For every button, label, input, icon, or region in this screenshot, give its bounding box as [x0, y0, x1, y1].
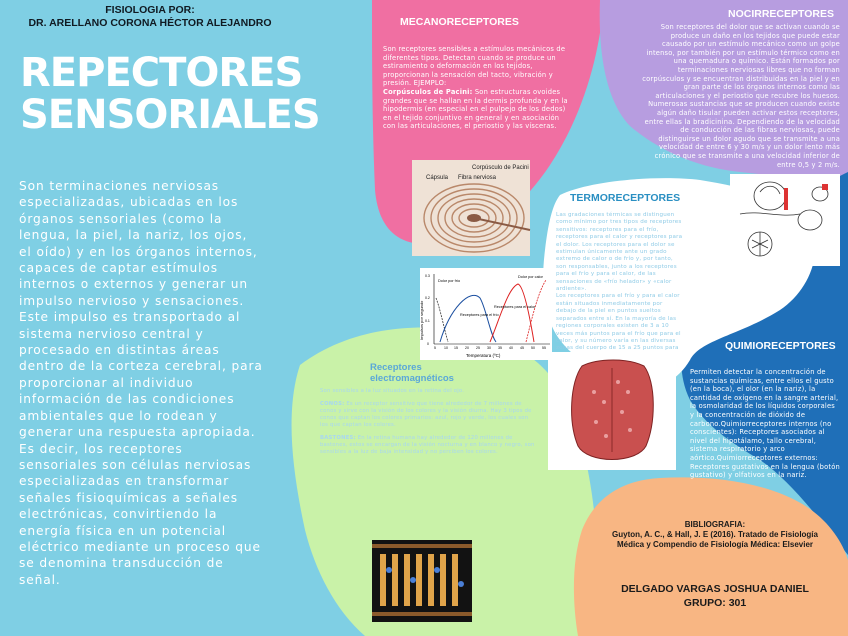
title-line2: SENSORIALES — [20, 92, 320, 138]
author-name: DELGADO VARGAS JOSHUA DANIEL — [621, 583, 809, 595]
author-group: GRUPO: 301 — [683, 597, 747, 609]
mecanoreceptores-heading: MECANORECEPTORES — [400, 16, 519, 28]
chart-xtick: 5 — [434, 346, 436, 350]
nociceptor-diagram-drawing — [730, 174, 840, 266]
chart-xtick: 10 — [444, 346, 448, 350]
thermoreceptor-chart — [420, 268, 552, 360]
intro-paragraph: Son terminaciones nerviosas especializadas, ubicadas en los órganos sensoriales (como la lengua, la piel, la nariz, los ojos, el oído) y en los órganos internos, capaces de captar estímulos internos o externos y generar un impulso nervioso y sensaciones. Este impulso es transportado al sistema nervioso central y procesado en distintas áreas dentro de la corteza cerebral, para proporcionar al individuo información de las condiciones ambientales que lo rodean y generar una respuesta apropiada. Es decir, los receptores sensoriales son células nerviosas especializadas en transformar señales fisioquímicas a señales electrónicas, convirtiendo la energía física en un potencial eléctrico mediante un proceso que se denomina transducción de señal. — [19, 179, 263, 587]
chart-xlabel: Temperatura (ºC) — [466, 353, 501, 358]
pacini-corpuscle-drawing — [412, 160, 530, 256]
chart-ytick: 0.2 — [425, 296, 430, 300]
author-block — [595, 582, 835, 610]
mecanoreceptores-text — [383, 45, 568, 131]
pacini-label-corpusculo: Corpúsculo de Pacini — [472, 165, 529, 171]
page-title — [20, 52, 350, 136]
quimioreceptores-text: Permiten detectar la concentración de sustancias químicas, entre ellos el gusto (en la boca), el olor (en la nariz), la cantidad de oxígeno en la sangre arterial, la osmolaridad de los líquidos corporales y la concentración de dióxido de carbono.Quimiorreceptores internos (no conscientes): Receptores asociados al nivel del hipotálamo, tallo cerebral, sistema respiratorio y arco aórtico.Quimiorreceptores externos: Receptores gustativos en la lengua (botón gustativo) y olfativos en la nariz. — [690, 368, 840, 480]
pacini-description: Son estructuras ovoides grandes que se hallan en la dermis profunda y en la hipodermis (en especial en el pulpejo de los dedos) en el tejido conjuntivo en general y en asociación con las articulaciones, el periostio y las vísceras. — [383, 87, 568, 131]
chart-ytick: 0 — [427, 342, 429, 346]
bastones-label: BASTONES: — [320, 435, 356, 441]
pacini-label-fibra: Fibra nerviosa — [458, 175, 497, 181]
nocireceptores-text: Son receptores del dolor que se activan cuando se produce un daño en los tejidos que puede estar causado por un estímulo mecánico como un golpe intenso, por también por un estímulo térmico como en una quemadura o químico. Están formados por terminaciones nerviosas libres que no forman corpúsculos y se encuentran distribuidas en la piel y en gran parte de los órganos internos como las articulaciones y el periostio que recubre los huesos. Numerosas sustancias que se producen cuando existe algún daño tisular pueden activar estos receptores, entre ellas la bradicinina. Dependiendo de la velocidad de conducción de las fibras nerviosas, puede distinguirse un dolor agudo que se transmite a una velocidad de entre 6 y 30 m/s y un dolor lento más crónico que se transmite a una velocidad inferior de entre 0,5 y 2 m/s. — [642, 23, 840, 169]
electromagneticos-intro: Son sensibles a la luz situados en la retina del ojo. — [320, 388, 465, 394]
pacini-label: Corpúsculos de Pacini: — [383, 87, 473, 96]
title-line1: REPECTORES — [20, 50, 303, 96]
chart-xtick: 35 — [498, 346, 502, 350]
bibliografia — [595, 520, 835, 550]
pacini-corpuscle-image — [412, 160, 530, 256]
quimioreceptores-heading: QUIMIORECEPTORES — [725, 340, 836, 352]
chart-xtick: 30 — [487, 346, 491, 350]
bibliografia-ref2: Médica y Compendio de Fisiología Médica: Elsevier — [616, 540, 814, 549]
tongue-image — [548, 352, 676, 470]
chart-xtick: 25 — [476, 346, 480, 350]
author-credit-line2: DR. ARELLANO CORONA HÉCTOR ALEJANDRO — [28, 17, 272, 29]
conos-text: Es un receptor sensitivo que tiene alrededor de 7 millones de conos y sirve con la visión de los colores y la visión diurna. Hay 3 tipos de conos que captan los colores primarios: azul, rojo y verde, los cuales son los que captan los colores. — [320, 401, 532, 428]
chart-xtick: 40 — [509, 346, 513, 350]
label-dolor-calor: Dolor por calor — [518, 275, 543, 279]
chart-xtick: 45 — [520, 346, 524, 350]
chart-xtick: 20 — [465, 346, 469, 350]
conos-label: CONOS: — [320, 401, 345, 407]
chart-xtick: 15 — [454, 346, 458, 350]
chart-ytick: 0.3 — [425, 274, 430, 278]
bibliografia-ref1: Guyton, A. C., & Hall, J. E (2016). Tratado de Fisiología — [612, 530, 818, 539]
bastones-text: En la retina humana hay alrededor de 120 millones de bastones, estos se encargan de la visión nocturna y en blanco y negro, son sensibles a la luz de baja intensidad y no perciben los colores. — [320, 435, 535, 455]
electromagneticos-heading — [370, 362, 454, 384]
retina-drawing — [372, 540, 472, 622]
tongue-drawing — [548, 352, 676, 470]
bibliografia-heading: BIBLIOGRAFIA: — [684, 520, 746, 529]
pacini-label-capsula: Cápsula — [426, 175, 449, 181]
nociceptor-diagram-image — [730, 174, 840, 266]
thermoreceptor-chart-svg — [420, 268, 552, 360]
electromagneticos-heading-line2: electromagnéticos — [370, 373, 454, 384]
label-receptores-calor: Receptores para el calor — [494, 305, 536, 309]
author-credit-line1: FISIOLOGIA POR: — [105, 4, 195, 16]
label-receptores-frio: Receptores para el frío — [460, 313, 499, 317]
chart-ylabel: Impulsos por segundo — [419, 300, 424, 340]
termoreceptores-heading: TERMORECEPTORES — [570, 192, 681, 204]
electromagneticos-text — [320, 388, 538, 456]
chart-xtick: 50 — [531, 346, 535, 350]
chart-ytick: 0.1 — [425, 319, 430, 323]
mecanoreceptores-description: Son receptores sensibles a estímulos mecánicos de diferentes tipos. Detectan cuando se produce un estiramiento o deformación en los tejidos, proporcionan la sensación del tacto, vibración y presión. EJEMPLO: — [383, 45, 566, 88]
retina-image — [372, 540, 472, 622]
electromagneticos-heading-line1: Receptores — [370, 362, 422, 373]
termoreceptores-text-2: Los receptores para el frío y para el calor están situados inmediatamente por debajo de la piel en puntos sueltos separados entre sí. En la mayoría de las regiones corporales existen de 3 a 10 veces más puntos para el frío que para el calor, y su número varía en las diversas zonas del cuerpo de 15 a 25 puntos para — [556, 293, 681, 352]
label-dolor-frio: Dolor por frío — [438, 279, 461, 283]
chart-xtick: 55 — [542, 346, 546, 350]
termoreceptores-text-1: Las gradaciones térmicas se distinguen como mínimo por tres tipos de receptores sensitivos: receptores para el frío, receptores para el calor y receptores para el dolor. Los receptores para el dolor se estimulan únicamente ante un grado extremo de calor o de frío y, por tanto, son responsables, junto a los receptores para el frío y para el calor, de las sensaciones de «frío helador» y «calor ardiente». — [556, 212, 683, 293]
nocireceptores-heading: NOCIRRECEPTORES — [728, 8, 834, 20]
